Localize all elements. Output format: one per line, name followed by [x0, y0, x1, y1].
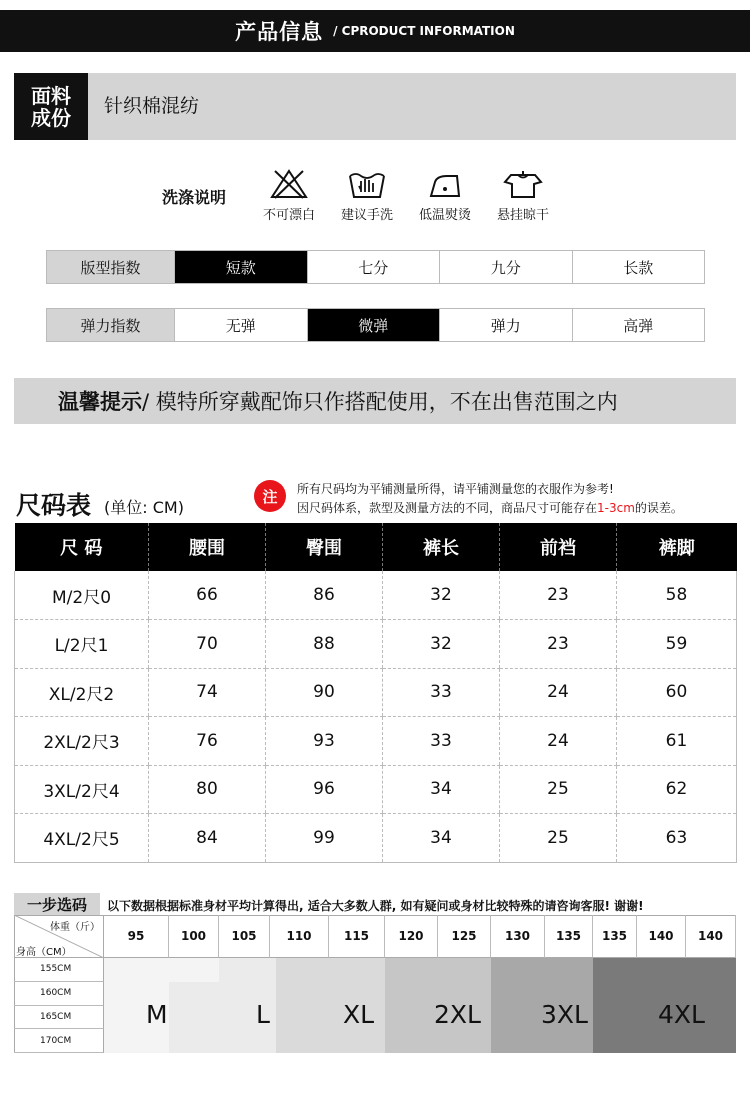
fit-option-short: 短款 — [174, 251, 307, 283]
measurement-cell: 70 — [149, 620, 266, 669]
size-note-2-range: 1-3cm — [597, 501, 635, 515]
size-table-row — [15, 571, 737, 620]
size-note-2-post: 的误差。 — [634, 501, 683, 515]
col-header-size: 尺 码 — [15, 523, 149, 571]
measurement-cell: 32 — [383, 571, 500, 620]
measurement-cell: 90 — [266, 668, 383, 717]
weight-cell: 110 — [270, 915, 329, 958]
fabric-value: 针织棉混纺 — [104, 95, 200, 117]
measurement-cell: 74 — [149, 668, 266, 717]
measurement-cell: 23 — [500, 620, 617, 669]
stretch-option-stretch: 弹力 — [439, 309, 572, 341]
wash-item-low-iron — [409, 168, 481, 223]
size-note-1: 所有尺码均为平铺测量所得，请平铺测量您的衣服作为参考! — [297, 482, 614, 496]
size-table-row — [15, 668, 737, 717]
wash-item-hang-dry — [487, 168, 559, 223]
measurement-cell: 33 — [383, 717, 500, 766]
wash-label: 不可漂白 — [262, 208, 315, 223]
quick-size-note: 以下数据根据标准身材平均计算得出, 适合大多数人群, 如有疑问或身材比较特殊的请咨询客服! 谢谢! — [107, 899, 644, 913]
weight-cell: 125 — [438, 915, 491, 958]
wash-title: 洗涤说明 — [162, 188, 227, 207]
wash-label: 悬挂晾干 — [496, 208, 549, 223]
measurement-cell: 23 — [500, 571, 617, 620]
height-cell: 170CM — [14, 1029, 104, 1053]
height-cell: 160CM — [14, 982, 104, 1006]
measurement-cell: 24 — [500, 717, 617, 766]
fit-index-label: 版型指数 — [47, 251, 174, 283]
size-cell: 3XL/2尺4 — [15, 765, 149, 814]
size-table — [14, 523, 737, 863]
wash-label: 低温熨烫 — [418, 208, 471, 223]
reminder-banner — [14, 378, 736, 424]
stretch-option-slight: 微弹 — [307, 309, 440, 341]
weight-cell: 135 — [593, 915, 637, 958]
weight-cell: 135 — [545, 915, 593, 958]
wash-item-hand-wash — [331, 168, 403, 223]
fabric-row — [14, 73, 736, 140]
height-cell: 155CM — [14, 958, 104, 982]
quick-size-title: 一步选码 — [14, 893, 100, 915]
measurement-cell: 96 — [266, 765, 383, 814]
reminder-title: 温馨提示 — [58, 390, 142, 414]
measurement-cell: 34 — [383, 814, 500, 863]
size-note-2 — [297, 499, 683, 516]
measurement-cell: 32 — [383, 620, 500, 669]
note-badge: 注 — [254, 480, 286, 512]
size-label: 3XL — [541, 1000, 588, 1029]
col-header-rise: 前裆 — [500, 523, 617, 571]
size-label: M — [146, 1000, 168, 1029]
size-label: 4XL — [658, 1000, 705, 1029]
size-cell: M/2尺0 — [15, 571, 149, 620]
weight-cell: 95 — [104, 915, 169, 958]
measurement-cell: 66 — [149, 571, 266, 620]
stretch-index-label: 弹力指数 — [47, 309, 174, 341]
size-table-row — [15, 717, 737, 766]
size-table-row — [15, 765, 737, 814]
measurement-cell: 88 — [266, 620, 383, 669]
wash-label: 建议手洗 — [340, 208, 393, 223]
size-note-2-pre: 因尺码体系，款型及测量方法的不同，商品尺寸可能存在 — [297, 501, 598, 515]
measurement-cell: 33 — [383, 668, 500, 717]
weight-cell: 115 — [329, 915, 385, 958]
measurement-cell: 62 — [617, 765, 737, 814]
measurement-cell: 34 — [383, 765, 500, 814]
size-cell: 2XL/2尺3 — [15, 717, 149, 766]
size-table-row — [15, 620, 737, 669]
measurement-cell: 84 — [149, 814, 266, 863]
fabric-label-line1: 面料 — [31, 83, 71, 108]
low-iron-icon — [425, 168, 465, 200]
col-header-waist: 腰围 — [149, 523, 266, 571]
measurement-cell: 63 — [617, 814, 737, 863]
weight-cell: 120 — [385, 915, 438, 958]
col-header-hip: 臀围 — [266, 523, 383, 571]
fit-option-long: 长款 — [572, 251, 705, 283]
fit-option-seven: 七分 — [307, 251, 440, 283]
size-table-header — [15, 523, 737, 571]
measurement-cell: 93 — [266, 717, 383, 766]
header-title: 产品信息 — [235, 20, 324, 44]
size-chart-title: 尺码表 — [16, 491, 92, 520]
measurement-cell: 25 — [500, 814, 617, 863]
size-label: 2XL — [434, 1000, 481, 1029]
weight-cell: 140 — [637, 915, 686, 958]
fabric-label-line2: 成份 — [31, 105, 71, 130]
measurement-cell: 60 — [617, 668, 737, 717]
measurement-cell: 25 — [500, 765, 617, 814]
measurement-cell: 61 — [617, 717, 737, 766]
height-cell: 165CM — [14, 1006, 104, 1030]
weight-cell: 100 — [169, 915, 219, 958]
weight-cell: 140 — [686, 915, 736, 958]
measurement-cell: 59 — [617, 620, 737, 669]
product-info-header — [0, 10, 750, 52]
header-subtitle: / CPRODUCT INFORMATION — [333, 24, 515, 38]
col-header-hem: 裤脚 — [617, 523, 737, 571]
measurement-cell: 76 — [149, 717, 266, 766]
fit-index-row — [46, 250, 705, 284]
no-bleach-icon — [269, 168, 309, 200]
fit-option-nine: 九分 — [439, 251, 572, 283]
weight-cell: 130 — [491, 915, 545, 958]
stretch-option-none: 无弹 — [174, 309, 307, 341]
fabric-label — [14, 73, 88, 140]
col-header-length: 裤长 — [383, 523, 500, 571]
size-cell: XL/2尺2 — [15, 668, 149, 717]
measurement-cell: 80 — [149, 765, 266, 814]
reminder-text: / 模特所穿戴配饰只作搭配使用，不在出售范围之内 — [142, 390, 618, 414]
weight-label: 体重（斤） — [50, 922, 100, 933]
stretch-option-high: 高弹 — [572, 309, 705, 341]
stretch-index-row — [46, 308, 705, 342]
height-label: 身高（CM） — [16, 947, 72, 958]
hand-wash-icon — [347, 168, 387, 200]
measurement-cell: 99 — [266, 814, 383, 863]
size-label: XL — [343, 1000, 375, 1029]
size-label: L — [256, 1000, 270, 1029]
measurement-cell: 58 — [617, 571, 737, 620]
weight-cell: 105 — [219, 915, 270, 958]
hang-dry-icon — [503, 168, 543, 200]
size-cell: L/2尺1 — [15, 620, 149, 669]
size-table-row — [15, 814, 737, 863]
size-chart-unit: (单位: CM) — [104, 498, 184, 517]
measurement-cell: 24 — [500, 668, 617, 717]
size-cell: 4XL/2尺5 — [15, 814, 149, 863]
wash-item-no-bleach — [253, 168, 325, 223]
size-band — [169, 982, 219, 1053]
size-band — [169, 958, 219, 982]
measurement-cell: 86 — [266, 571, 383, 620]
